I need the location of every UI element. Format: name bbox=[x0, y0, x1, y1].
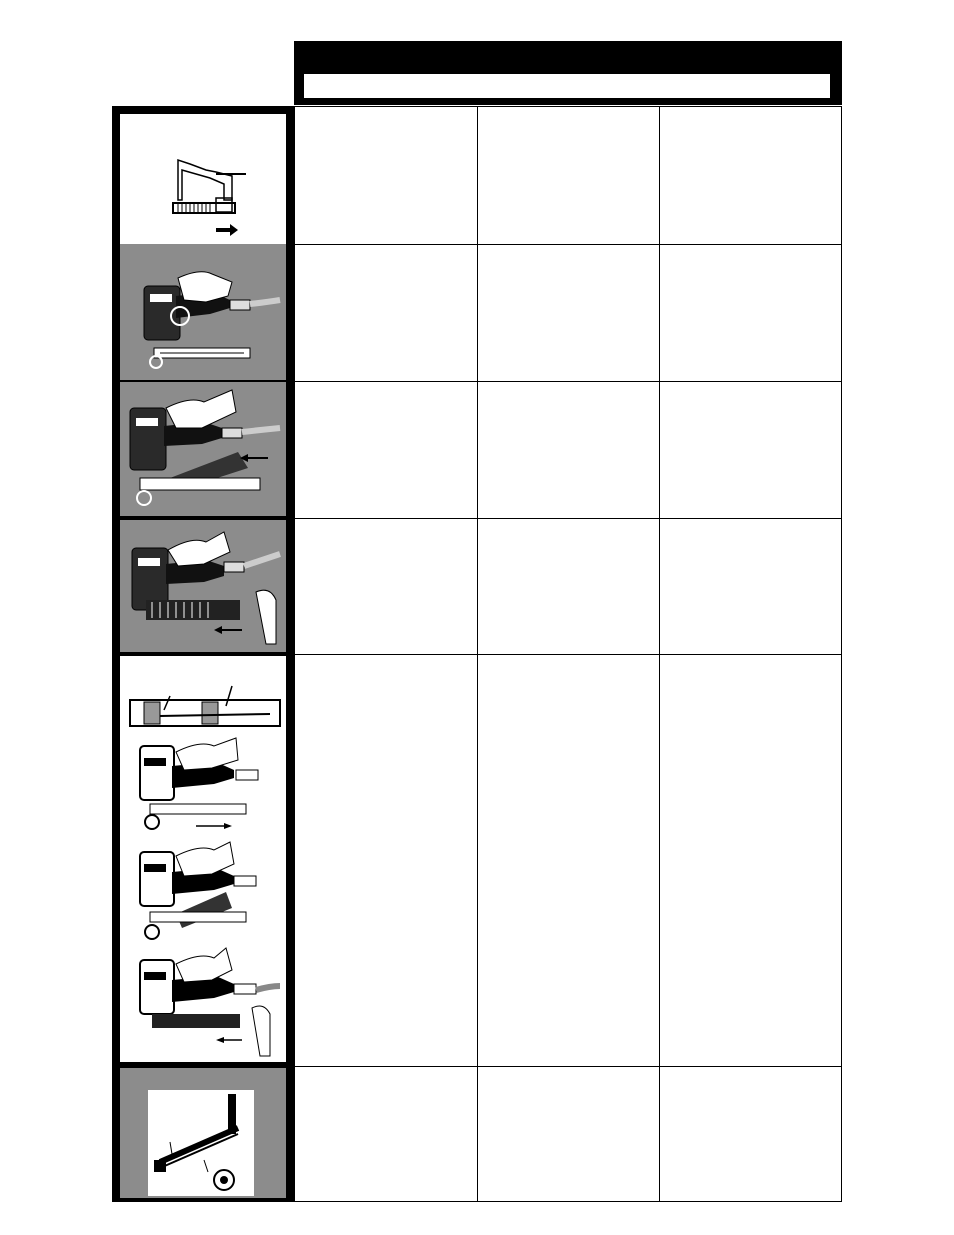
table-cell bbox=[477, 654, 659, 1066]
illustration-column bbox=[112, 106, 294, 1202]
table-cell bbox=[659, 106, 841, 244]
nailer-side-view-illustration bbox=[120, 114, 286, 244]
table-cell bbox=[294, 518, 477, 654]
table-cell bbox=[659, 381, 841, 518]
table-subtitle bbox=[303, 73, 831, 99]
table-cell bbox=[477, 106, 659, 244]
table-cell bbox=[659, 518, 841, 654]
nailer-loading-strip-illustration bbox=[120, 382, 286, 516]
nailer-multi-step-illustration bbox=[120, 656, 286, 1062]
table-title bbox=[294, 41, 842, 71]
table-cell bbox=[294, 244, 477, 381]
table-cell bbox=[659, 1066, 841, 1201]
table-cell bbox=[294, 1066, 477, 1201]
table-cell bbox=[294, 106, 477, 244]
table-cell bbox=[294, 381, 477, 518]
nailer-magazine-push-illustration bbox=[120, 520, 286, 652]
table-cell bbox=[294, 654, 477, 1066]
table-cell bbox=[477, 244, 659, 381]
table-cell bbox=[477, 1066, 659, 1201]
instruction-table bbox=[294, 106, 842, 1202]
table-cell bbox=[477, 381, 659, 518]
table-header bbox=[294, 41, 842, 105]
table-cell bbox=[659, 654, 841, 1066]
magazine-rail-illustration bbox=[120, 1068, 286, 1198]
table-cell bbox=[477, 518, 659, 654]
nailer-hand-trigger-illustration bbox=[120, 244, 286, 380]
table-cell bbox=[659, 244, 841, 381]
